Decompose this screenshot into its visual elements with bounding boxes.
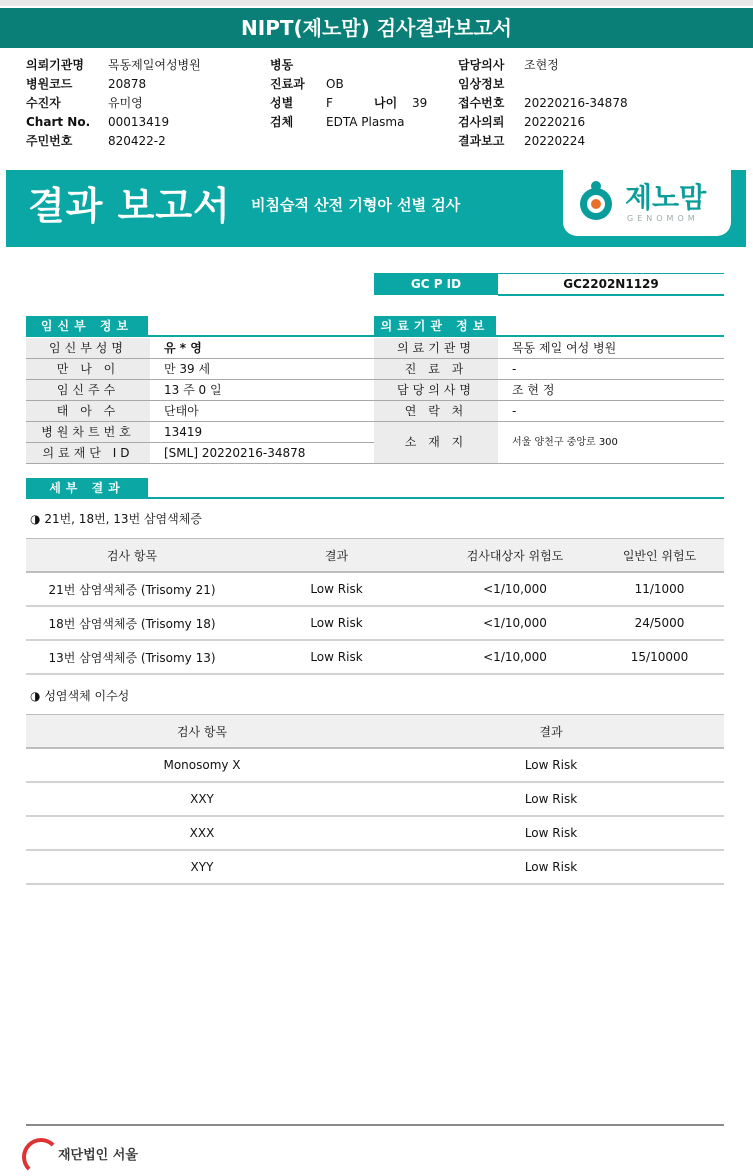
table-row: [26, 640, 724, 674]
section-1-title: 21번, 18번, 13번 삼염색체증: [44, 512, 202, 526]
header-col-1: [26, 56, 201, 151]
column-header: 결과: [238, 539, 435, 573]
header-label: 임상정보: [458, 77, 505, 91]
header-value: 20220216: [524, 115, 586, 129]
header-value: 20878: [108, 77, 147, 91]
table-cell: 13번 삼염색체증 (Trisomy 13): [26, 640, 238, 674]
column-header: 검사대상자 위험도: [435, 539, 595, 573]
header-row: [458, 94, 628, 113]
info-label: 병원차트번호: [26, 422, 150, 442]
header-value: 유미영: [108, 96, 143, 110]
info-value: 서울 양천구 중앙로 300: [512, 437, 618, 448]
header-row: [26, 113, 201, 132]
info-row: [26, 422, 374, 443]
logo-text: 제노맘: [625, 181, 707, 214]
header-col-2: [270, 56, 427, 132]
header-row: [26, 56, 201, 75]
info-value: -: [512, 404, 517, 418]
table-cell: Low Risk: [238, 640, 435, 674]
info-row: [374, 380, 724, 401]
header-value: 20220224: [524, 134, 586, 148]
header-row: [458, 56, 628, 75]
header-value: 20220216-34878: [524, 96, 628, 110]
gcp-id-label: GC P ID: [374, 273, 498, 295]
table-cell: 11/1000: [595, 572, 724, 606]
table-cell: Low Risk: [378, 748, 724, 782]
header-row: [270, 113, 427, 132]
info-row: [374, 401, 724, 422]
table-row: [26, 816, 724, 850]
header-row: [458, 75, 628, 94]
table-row: [26, 850, 724, 884]
age-value: 39: [412, 96, 428, 110]
clinic-info-line: [374, 335, 724, 337]
info-value: 13 주 0 일: [164, 383, 222, 397]
info-label: 담당의사명: [374, 380, 498, 400]
info-value: -: [512, 362, 517, 376]
header-row: [26, 132, 201, 151]
table-cell: XXX: [26, 816, 378, 850]
table-cell: <1/10,000: [435, 606, 595, 640]
info-label: 연 락 처: [374, 401, 498, 421]
info-row: [374, 359, 724, 380]
info-value: 단태아: [164, 404, 199, 418]
info-row: [26, 380, 374, 401]
logo-box: [563, 170, 731, 236]
info-label: 임신부성명: [26, 338, 150, 358]
table-cell: <1/10,000: [435, 572, 595, 606]
trisomy-table: [26, 538, 724, 675]
header-label: 의뢰기관명: [26, 58, 84, 72]
banner-title: 결과 보고서: [28, 184, 231, 228]
footer-text: 재단법인 서울: [58, 1148, 138, 1163]
header-label: 성별: [270, 96, 294, 110]
header-value: 조현정: [524, 58, 559, 72]
header-row: [26, 94, 201, 113]
sex-chromosome-table: [26, 714, 724, 885]
table-header-row: [26, 715, 724, 749]
header-label: 수진자: [26, 96, 61, 110]
detail-results-line: [26, 497, 724, 499]
header-value: 820422-2: [108, 134, 166, 148]
info-row: [374, 338, 724, 359]
section-2-title: 성염색체 이수성: [44, 689, 130, 703]
table-cell: <1/10,000: [435, 640, 595, 674]
column-header: 일반인 위험도: [595, 539, 724, 573]
table-cell: 15/10000: [595, 640, 724, 674]
info-value: 조 현 정: [512, 383, 555, 397]
header-row: [26, 75, 201, 94]
table-row: [26, 748, 724, 782]
table-cell: Low Risk: [378, 850, 724, 884]
genomom-logo-icon: [575, 180, 617, 222]
info-label: 의료재단 ID: [26, 443, 150, 463]
info-row: [374, 422, 724, 464]
info-row: [26, 338, 374, 359]
info-label: 진 료 과: [374, 359, 498, 379]
header-label: 주민번호: [26, 134, 73, 148]
info-value: 만 39 세: [164, 362, 211, 376]
header-value: 목동제일여성병원: [108, 58, 201, 72]
logo-subtext: GENOMOM: [627, 214, 699, 223]
table-row: [26, 606, 724, 640]
pregnant-info-tab: 임신부 정보: [26, 316, 148, 336]
footer-logo-icon: [22, 1138, 60, 1176]
info-row: [26, 443, 374, 464]
header-label: 결과보고: [458, 134, 505, 148]
page-title: NIPT(제노맘) 검사결과보고서: [0, 8, 753, 48]
table-row: [26, 572, 724, 606]
table-cell: XYY: [26, 850, 378, 884]
info-value: 목동 제일 여성 병원: [512, 341, 617, 355]
header-label: 진료과: [270, 77, 305, 91]
detail-results-tab: 세부 결과: [26, 478, 148, 498]
header-col-3: [458, 56, 628, 151]
footer-divider: [26, 1124, 724, 1126]
age-label: 나이: [374, 96, 398, 110]
header-row: [458, 132, 628, 151]
info-row: [26, 401, 374, 422]
info-label: 의료기관명: [374, 338, 498, 358]
header-row: [270, 56, 427, 75]
banner-subtitle: 비침습적 산전 기형아 선별 검사: [251, 196, 461, 214]
header-value: OB: [326, 77, 344, 91]
info-value: 유 * 영: [164, 341, 202, 355]
top-border: [0, 0, 753, 6]
header-label: 병원코드: [26, 77, 73, 91]
info-value: [SML] 20220216-34878: [164, 446, 306, 460]
table-header-row: [26, 539, 724, 573]
table-cell: Low Risk: [238, 572, 435, 606]
header-label: Chart No.: [26, 115, 91, 129]
header-row: [458, 113, 628, 132]
table-cell: Low Risk: [378, 782, 724, 816]
table-row: [26, 782, 724, 816]
half-circle-icon: ◑: [30, 689, 41, 703]
table-cell: XXY: [26, 782, 378, 816]
header-label: 병동: [270, 58, 294, 72]
header-label: 접수번호: [458, 96, 505, 110]
section-1-heading: [30, 510, 202, 527]
half-circle-icon: ◑: [30, 512, 41, 526]
info-label: 태 아 수: [26, 401, 150, 421]
info-label: 임신주수: [26, 380, 150, 400]
report-banner: [6, 170, 746, 247]
header-row: [270, 94, 427, 113]
table-cell: 18번 삼염색체증 (Trisomy 18): [26, 606, 238, 640]
table-cell: 21번 삼염색체증 (Trisomy 21): [26, 572, 238, 606]
info-label: 만 나 이: [26, 359, 150, 379]
section-2-heading: [30, 687, 129, 704]
pregnant-info-line: [26, 335, 374, 337]
gcp-id-value: GC2202N1129: [498, 273, 724, 296]
table-cell: Monosomy X: [26, 748, 378, 782]
column-header: 검사 항목: [26, 539, 238, 573]
info-label: 소 재 지: [374, 422, 498, 463]
column-header: 결과: [378, 715, 724, 749]
header-value: F: [326, 96, 333, 110]
header-value: 00013419: [108, 115, 170, 129]
header-row: [270, 75, 427, 94]
table-cell: Low Risk: [238, 606, 435, 640]
header-value: EDTA Plasma: [326, 115, 405, 129]
table-cell: Low Risk: [378, 816, 724, 850]
header-label: 검사의뢰: [458, 115, 505, 129]
header-label: 담당의사: [458, 58, 505, 72]
column-header: 검사 항목: [26, 715, 378, 749]
header-label: 검체: [270, 115, 294, 129]
clinic-info-tab: 의료기관 정보: [374, 316, 496, 336]
info-value: 13419: [164, 425, 203, 439]
info-row: [26, 359, 374, 380]
table-cell: 24/5000: [595, 606, 724, 640]
